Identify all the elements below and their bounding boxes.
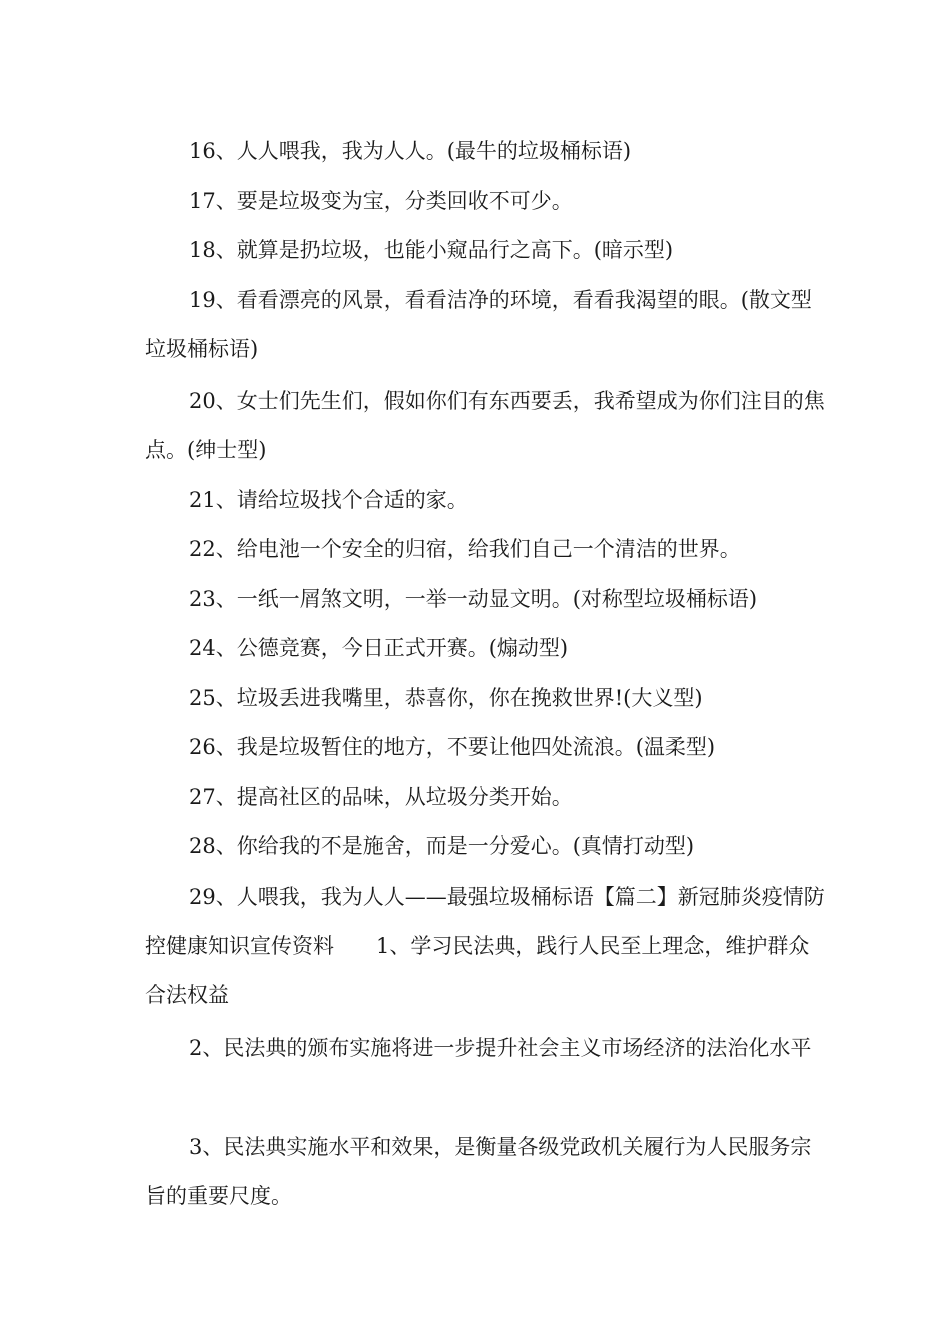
paragraph-23: 23、一纸一屑煞文明，一举一动显文明。(对称型垃圾桶标语) xyxy=(189,587,758,611)
paragraph-29: 29、人喂我，我为人人——最强垃圾桶标语【篇二】新冠肺炎疫情防控健康知识宣传资料 1、学习民法典，践行人民至上理念，维护群众合法权益 xyxy=(145,885,825,1007)
paragraph-20: 20、女士们先生们，假如你们有东西要丢，我希望成为你们注目的焦点。(绅士型) xyxy=(145,389,825,462)
paragraph-3: 3、民法典实施水平和效果，是衡量各级党政机关履行为人民服务宗旨的重要尺度。 xyxy=(145,1135,812,1208)
paragraph-2: 2、民法典的颁布实施将进一步提升社会主义市场经济的法治化水平 xyxy=(189,1036,812,1060)
paragraph-22: 22、给电池一个安全的归宿，给我们自己一个清洁的世界。 xyxy=(189,537,741,561)
paragraph-25: 25、垃圾丢进我嘴里，恭喜你，你在挽救世界!(大义型) xyxy=(189,686,703,710)
paragraph-27: 27、提高社区的品味，从垃圾分类开始。 xyxy=(189,785,573,809)
paragraph-26: 26、我是垃圾暂住的地方，不要让他四处流浪。(温柔型) xyxy=(189,735,716,759)
paragraph-21: 21、请给垃圾找个合适的家。 xyxy=(189,488,468,512)
paragraph-16: 16、人人喂我，我为人人。(最牛的垃圾桶标语) xyxy=(189,139,632,163)
paragraph-28: 28、你给我的不是施舍，而是一分爱心。(真情打动型) xyxy=(189,834,695,858)
paragraph-17: 17、要是垃圾变为宝，分类回收不可少。 xyxy=(189,189,573,213)
paragraph-18: 18、就算是扔垃圾，也能小窥品行之高下。(暗示型) xyxy=(189,238,674,262)
paragraph-19: 19、看看漂亮的风景，看看洁净的环境，看看我渴望的眼。(散文型垃圾桶标语) xyxy=(145,288,812,361)
paragraph-24: 24、公德竞赛，今日正式开赛。(煽动型) xyxy=(189,636,569,660)
